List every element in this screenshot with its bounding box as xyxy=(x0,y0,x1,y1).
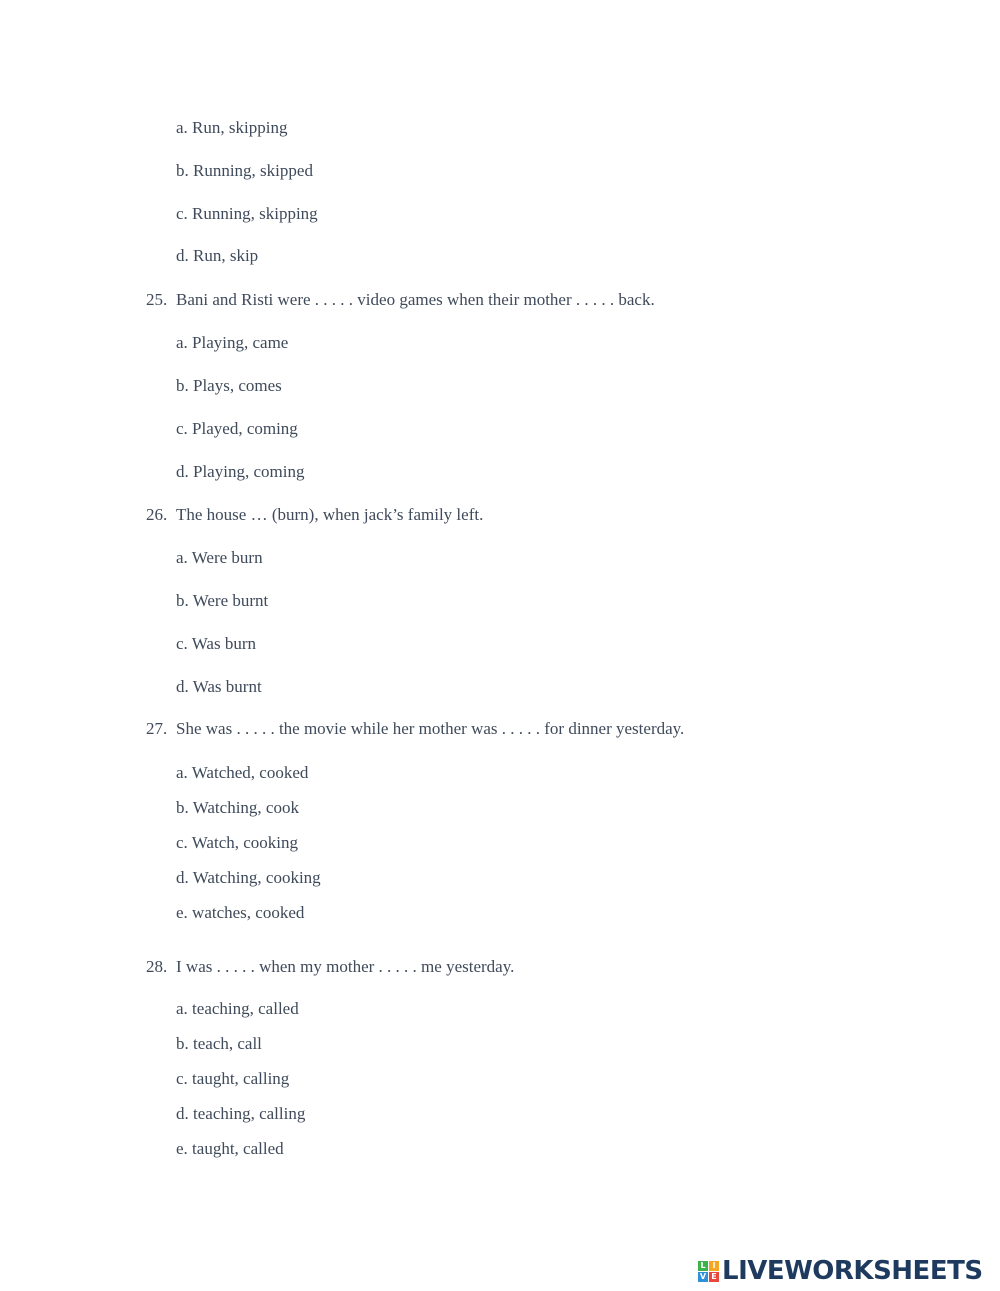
option-q28-d: d. teaching, calling xyxy=(176,1104,306,1123)
question-text: Bani and Risti were . . . . . video games when their mother . . . . . back. xyxy=(176,290,655,309)
option-q27-c: c. Watch, cooking xyxy=(176,833,299,852)
option-q26-a: a. Were burn xyxy=(176,548,263,567)
option-q24-d: d. Run, skip xyxy=(176,246,259,265)
option-q27-d: d. Watching, cooking xyxy=(176,868,321,887)
question-number: 25. xyxy=(146,290,168,309)
option-q27-e: e. watches, cooked xyxy=(176,903,305,922)
question-number: 27. xyxy=(146,719,168,738)
option-q27-a: a. Watched, cooked xyxy=(176,763,309,782)
logo-block: V xyxy=(699,1271,707,1281)
option-q28-e: e. taught, called xyxy=(176,1139,284,1158)
option-q25-c: c. Played, coming xyxy=(176,419,298,438)
question-number: 26. xyxy=(146,505,168,524)
question-text: I was . . . . . when my mother . . . . . me yesterday. xyxy=(176,957,515,976)
option-q25-a: a. Playing, came xyxy=(176,333,289,352)
option-q25-b: b. Plays, comes xyxy=(176,376,282,395)
logo-block: E xyxy=(709,1272,719,1282)
logo-block: L xyxy=(698,1261,708,1271)
option-q26-d: d. Was burnt xyxy=(176,677,262,696)
logo-block: I xyxy=(709,1261,719,1271)
option-q28-b: b. teach, call xyxy=(176,1034,262,1053)
option-q28-c: c. taught, calling xyxy=(176,1069,290,1088)
question-text: The house … (burn), when jack’s family left. xyxy=(176,505,484,524)
option-q25-d: d. Playing, coming xyxy=(176,462,305,481)
liveworksheets-logo xyxy=(698,1256,983,1286)
logo-blocks-icon xyxy=(698,1261,719,1282)
option-q28-a: a. teaching, called xyxy=(176,999,299,1018)
logo-text: LIVEWORKSHEETS xyxy=(722,1256,983,1286)
option-q24-c: c. Running, skipping xyxy=(176,204,318,223)
question-text: She was . . . . . the movie while her mother was . . . . . for dinner yesterday. xyxy=(176,719,685,738)
question-number: 28. xyxy=(146,957,168,976)
option-q24-b: b. Running, skipped xyxy=(176,161,313,180)
option-q26-c: c. Was burn xyxy=(176,634,256,653)
option-q26-b: b. Were burnt xyxy=(176,591,269,610)
option-q24-a: a. Run, skipping xyxy=(176,118,288,137)
option-q27-b: b. Watching, cook xyxy=(176,798,299,817)
